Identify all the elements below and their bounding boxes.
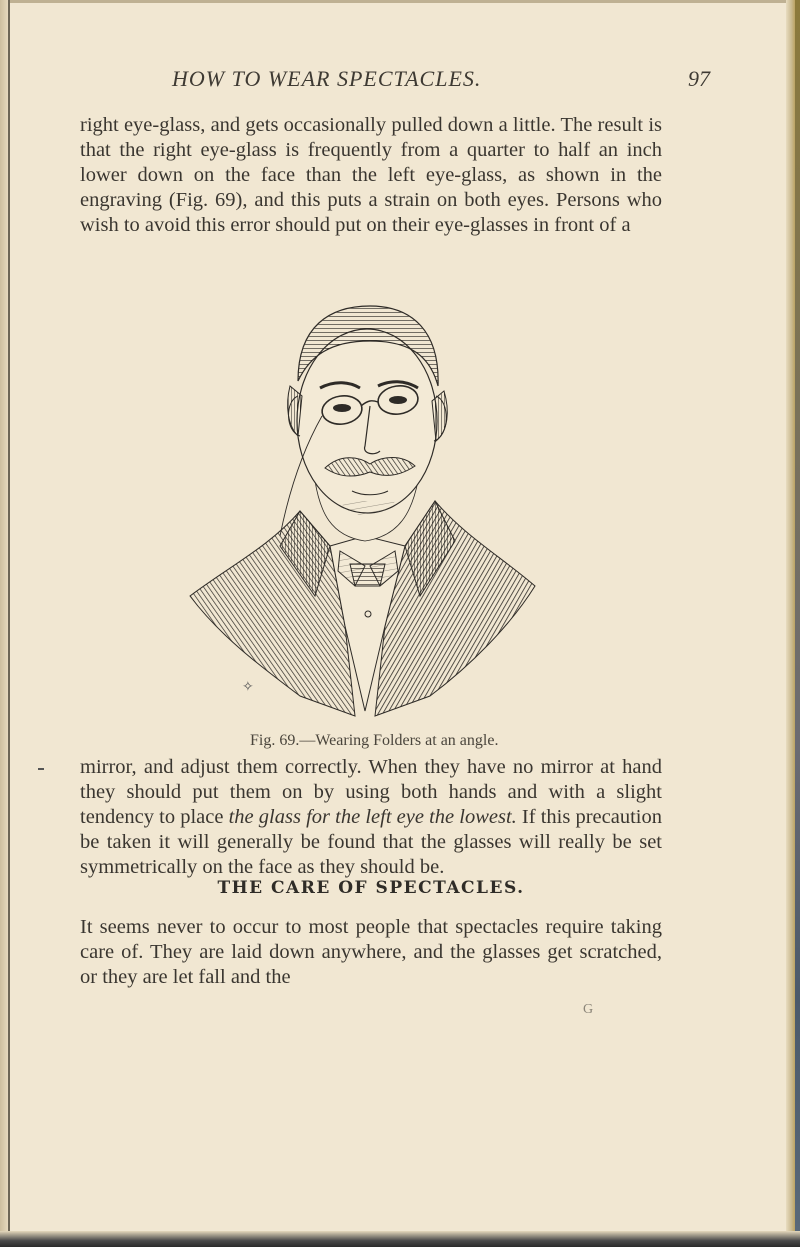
running-title: HOW TO WEAR SPECTACLES. [172, 66, 482, 91]
paragraph-1: right eye-glass, and gets occasionally pulled down a little. The result is that the right eye-glass is frequently from a quarter to half an inch lower down on the face than the left eye-glass, as shown in the engraving (Fig. 69), and this puts a strain on both eyes. Persons who wish to avoid this error should put on their eye-glasses in front of a [80, 114, 662, 236]
page-top-edge [0, 0, 800, 3]
section-heading: THE CARE OF SPECTACLES. [217, 878, 525, 898]
figure-engraving [180, 296, 550, 728]
running-head [60, 66, 710, 100]
svg-text:✧: ✧ [242, 679, 254, 695]
paragraph-2-italic: the glass for the left eye the lowest. [228, 806, 517, 828]
paragraph-2-rest: If this precaution be taken it will generally be found that the glasses will really be set symmetrically on the face as they should be. [80, 806, 662, 878]
page-bottom-edge [0, 1231, 800, 1247]
paragraph-3: It seems never to occur to most people that spectacles require taking care of. They are laid down anywhere, and the glasses get scratched, or they are let fall and the [80, 916, 662, 988]
page-number: 97 [688, 66, 710, 91]
signature-mark: G [583, 1002, 594, 1017]
cover-edge [795, 0, 800, 1247]
figure-caption: Fig. 69.—Wearing Folders at an angle. [250, 732, 499, 749]
paragraph-2 [80, 755, 662, 880]
engraving-portrait-icon [180, 296, 550, 728]
margin-mark [38, 768, 44, 770]
paragraph-2-text: mirror, and adjust them correctly. When they have no mirror at hand they should put them on by using both hands and with a slight tendency to place [80, 756, 662, 828]
binding-line [8, 0, 10, 1247]
